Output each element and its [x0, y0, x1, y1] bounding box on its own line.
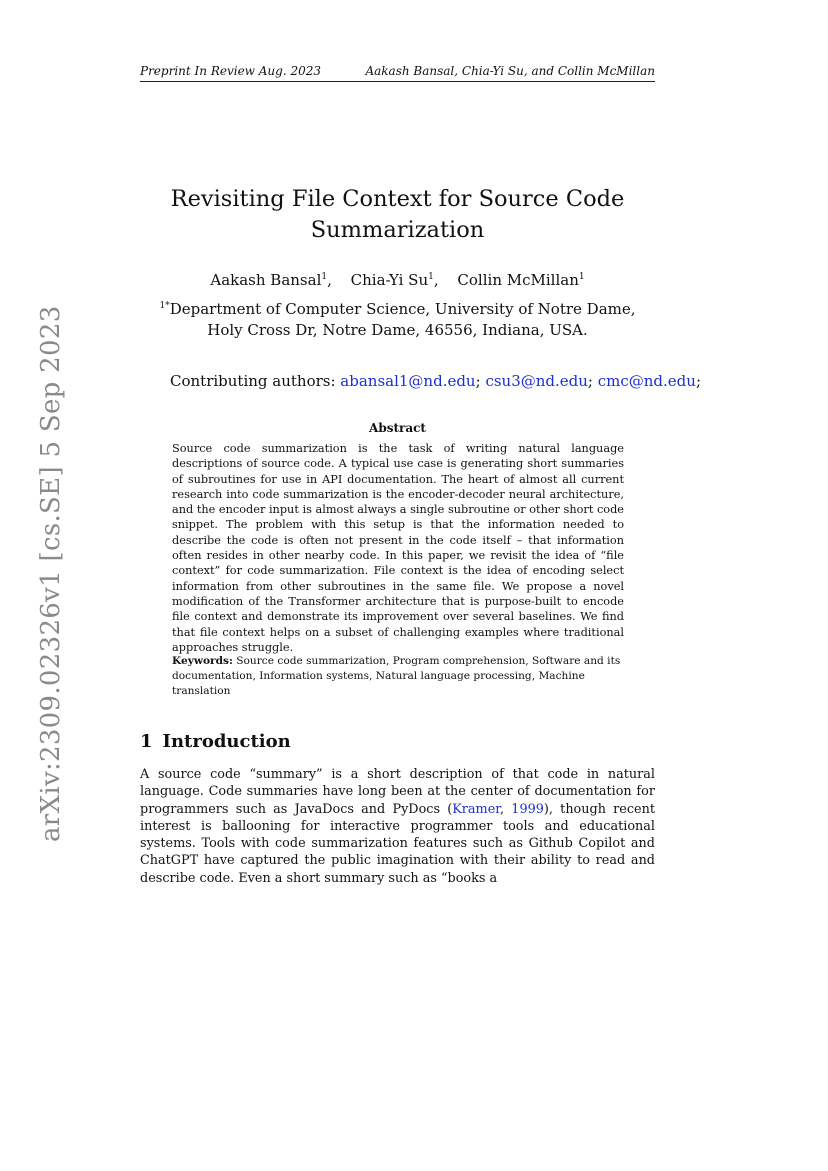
keywords — [172, 654, 624, 699]
keywords-text: Source code summarization, Program comprehension, Software and its documentation, Information systems, Natural language processing, Machine translation — [172, 655, 621, 697]
citation-link[interactable]: Kramer — [452, 801, 500, 817]
arxiv-stamp: arXiv:2309.02326v1 [cs.SE] 5 Sep 2023 — [36, 305, 66, 842]
abstract-text: Source code summarization is the task of writing natural language descriptions of source code. A typical use case is generating short summaries of subroutines for use in API documentation. The heart of almost all current research into code summarization is the encoder-decoder neural architecture, and the encoder input is almost always a single subroutine or other short code snippet. The problem with this setup is that the information needed to describe the code is often not present in the code itself – that information often resides in other nearby code. In this paper, we revisit the idea of “file context” for code summarization. File context is the idea of encoding select information from other subroutines in the same file. We propose a novel modification of the Transformer architecture that is purpose-built to encode file context and demonstrate its improvement over several baselines. We find that file context helps on a subset of challenging examples where traditional approaches struggle. — [172, 442, 624, 654]
keywords-label: Keywords: — [172, 655, 233, 667]
intro-paragraph — [140, 766, 655, 887]
citation-separator: , — [499, 801, 512, 817]
affiliation-line-2: Holy Cross Dr, Notre Dame, 46556, Indiana, USA. — [207, 321, 588, 339]
author-name: Collin McMillan — [457, 271, 579, 289]
author-separator: , — [327, 271, 332, 289]
author-affil-mark: 1 — [321, 272, 328, 282]
citation-year-link[interactable]: 1999 — [511, 801, 544, 817]
header-venue: Preprint In Review Aug. 2023 — [140, 64, 322, 78]
paper-title — [140, 184, 655, 246]
affiliation — [140, 299, 655, 341]
intro-text: ), though recent interest is ballooning for interactive programmer tools and educational systems. Tools with code summarization features such as Github Copilot and ChatGPT have captured the public imagination with their ability to read and describe code. Even a short summary such as “books a — [140, 801, 655, 886]
section-title: Introduction — [162, 731, 291, 752]
author-affil-mark: 1 — [578, 272, 585, 282]
email-link[interactable]: abansal1@nd.edu — [340, 372, 476, 390]
email-link[interactable]: cmc@nd.edu — [597, 372, 696, 390]
author-affil-mark: 1 — [428, 272, 434, 282]
title-line-1: Revisiting File Context for Source Code — [170, 186, 625, 212]
author-separator: , — [433, 271, 439, 289]
abstract-heading: Abstract — [369, 421, 426, 435]
section-heading — [140, 731, 291, 752]
section-number: 1 — [140, 731, 153, 752]
contributing-authors: Contributing authors: abansal1@nd.edu; csu3@nd.edu; cmc@nd.edu; — [170, 372, 702, 390]
running-header — [140, 63, 655, 82]
intro-text: A source code “summary” is a short description of that code in natural language. Code summaries have long been at the center of documentation for programmers such as JavaDocs and PyDocs ( — [140, 767, 655, 817]
affiliation-line-1: $^{1*}$Department of Computer Science, University of Notre Dame, — [159, 300, 636, 318]
email-link[interactable]: csu3@nd.edu — [485, 372, 588, 390]
author-name: Aakash Bansal — [210, 271, 322, 289]
author-name: Chia-Yi Su — [350, 271, 429, 289]
title-line-2: Summarization — [310, 217, 485, 243]
author-list — [140, 270, 655, 290]
contributing-label: Contributing authors: — [170, 372, 341, 390]
header-authors: Aakash Bansal, Chia-Yi Su, and Collin McMillan — [365, 64, 655, 78]
affiliation-mark: 1* — [159, 301, 170, 311]
